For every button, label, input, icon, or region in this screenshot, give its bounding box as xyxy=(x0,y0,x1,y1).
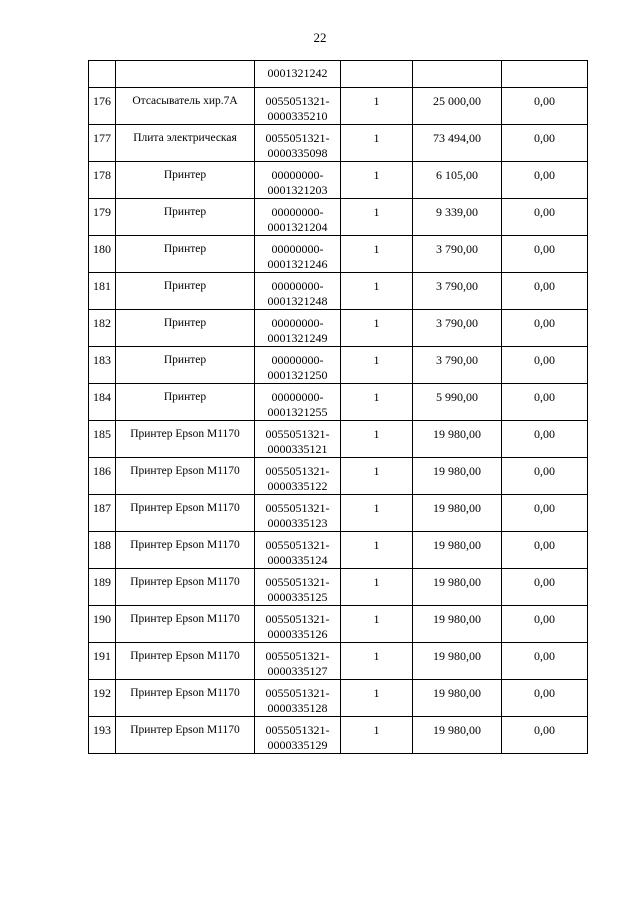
cell-number: 177 xyxy=(89,125,116,162)
table-row xyxy=(89,680,588,717)
cell-quantity xyxy=(341,61,413,88)
cell-residual-value: 0,00 xyxy=(502,347,588,384)
cell-quantity: 1 xyxy=(341,532,413,569)
code-part-suffix: 0000335122 xyxy=(267,479,328,493)
cell-residual-value: 0,00 xyxy=(502,310,588,347)
cell-quantity: 1 xyxy=(341,643,413,680)
cell-name: Принтер Epson M1170 xyxy=(116,532,255,569)
cell-quantity: 1 xyxy=(341,273,413,310)
cell-inventory-code xyxy=(255,310,341,347)
code-part-prefix: 00000000- xyxy=(271,316,324,330)
code-part-prefix: 00000000- xyxy=(271,390,324,404)
code-part-suffix: 0000335125 xyxy=(267,590,328,604)
cell-name: Принтер Epson M1170 xyxy=(116,569,255,606)
cell-residual-value: 0,00 xyxy=(502,717,588,754)
inventory-table xyxy=(88,60,588,754)
cell-quantity: 1 xyxy=(341,569,413,606)
cell-quantity: 1 xyxy=(341,162,413,199)
table-row xyxy=(89,162,588,199)
cell-inventory-code xyxy=(255,384,341,421)
table-row xyxy=(89,236,588,273)
cell-quantity: 1 xyxy=(341,384,413,421)
cell-name: Принтер xyxy=(116,347,255,384)
cell-book-value: 19 980,00 xyxy=(413,606,502,643)
cell-name: Принтер Epson M1170 xyxy=(116,643,255,680)
cell-name: Плита электрическая xyxy=(116,125,255,162)
cell-book-value: 3 790,00 xyxy=(413,236,502,273)
table-row xyxy=(89,643,588,680)
cell-number: 182 xyxy=(89,310,116,347)
cell-number: 187 xyxy=(89,495,116,532)
code-part-suffix: 0000335121 xyxy=(267,442,328,456)
cell-quantity: 1 xyxy=(341,680,413,717)
cell-name xyxy=(116,61,255,88)
code-part-prefix: 0055051321- xyxy=(265,501,330,515)
table-row xyxy=(89,458,588,495)
cell-quantity: 1 xyxy=(341,199,413,236)
cell-name: Принтер xyxy=(116,199,255,236)
cell-residual-value: 0,00 xyxy=(502,643,588,680)
cell-number: 184 xyxy=(89,384,116,421)
cell-number: 179 xyxy=(89,199,116,236)
table-row xyxy=(89,125,588,162)
code-part-prefix: 00000000- xyxy=(271,279,324,293)
code-part-prefix: 00000000- xyxy=(271,242,324,256)
cell-number: 185 xyxy=(89,421,116,458)
table-row xyxy=(89,310,588,347)
cell-inventory-code xyxy=(255,347,341,384)
cell-book-value: 3 790,00 xyxy=(413,273,502,310)
code-part-prefix: 0055051321- xyxy=(265,131,330,145)
code-part-prefix: 0055051321- xyxy=(265,649,330,663)
cell-residual-value: 0,00 xyxy=(502,125,588,162)
code-part-suffix: 0000335123 xyxy=(267,516,328,530)
code-part-prefix: 0055051321- xyxy=(265,612,330,626)
cell-book-value: 19 980,00 xyxy=(413,643,502,680)
cell-number: 183 xyxy=(89,347,116,384)
cell-number: 181 xyxy=(89,273,116,310)
cell-number: 188 xyxy=(89,532,116,569)
cell-book-value: 19 980,00 xyxy=(413,532,502,569)
cell-quantity: 1 xyxy=(341,125,413,162)
cell-residual-value: 0,00 xyxy=(502,88,588,125)
table-row xyxy=(89,199,588,236)
cell-number: 189 xyxy=(89,569,116,606)
table-row xyxy=(89,569,588,606)
cell-inventory-code xyxy=(255,606,341,643)
page-number: 22 xyxy=(313,30,327,45)
cell-name: Принтер xyxy=(116,273,255,310)
cell-name: Принтер Epson M1170 xyxy=(116,680,255,717)
code-part-prefix: 0055051321- xyxy=(265,686,330,700)
inventory-table-body xyxy=(89,61,588,754)
code-part-prefix: 00000000- xyxy=(271,168,324,182)
cell-inventory-code xyxy=(255,569,341,606)
cell-residual-value: 0,00 xyxy=(502,236,588,273)
cell-inventory-code xyxy=(255,199,341,236)
table-row xyxy=(89,88,588,125)
table-row xyxy=(89,532,588,569)
table-row xyxy=(89,495,588,532)
cell-residual-value: 0,00 xyxy=(502,495,588,532)
cell-book-value: 9 339,00 xyxy=(413,199,502,236)
cell-residual-value: 0,00 xyxy=(502,680,588,717)
cell-number: 192 xyxy=(89,680,116,717)
cell-inventory-code xyxy=(255,532,341,569)
table-row xyxy=(89,717,588,754)
code-part-suffix: 0000335124 xyxy=(267,553,328,567)
code-part-suffix: 0001321246 xyxy=(267,257,328,271)
cell-book-value: 19 980,00 xyxy=(413,458,502,495)
cell-residual-value: 0,00 xyxy=(502,421,588,458)
cell-number: 178 xyxy=(89,162,116,199)
table-row-continuation xyxy=(89,61,588,88)
cell-book-value: 19 980,00 xyxy=(413,569,502,606)
code-part-suffix: 0001321203 xyxy=(267,183,328,197)
cell-residual-value xyxy=(502,61,588,88)
cell-number: 180 xyxy=(89,236,116,273)
cell-name: Принтер Epson M1170 xyxy=(116,606,255,643)
code-part-suffix: 0000335128 xyxy=(267,701,328,715)
code-part-suffix: 0001321255 xyxy=(267,405,328,419)
code-part-prefix: 0055051321- xyxy=(265,464,330,478)
code-part-suffix: 0000335127 xyxy=(267,664,328,678)
cell-name: Принтер xyxy=(116,236,255,273)
cell-number: 193 xyxy=(89,717,116,754)
code-part-prefix: 0055051321- xyxy=(265,723,330,737)
cell-residual-value: 0,00 xyxy=(502,199,588,236)
cell-book-value: 19 980,00 xyxy=(413,421,502,458)
cell-name: Отсасыватель хир.7А xyxy=(116,88,255,125)
code-part-prefix: 0055051321- xyxy=(265,538,330,552)
cell-inventory-code xyxy=(255,125,341,162)
cell-quantity: 1 xyxy=(341,421,413,458)
cell-book-value: 19 980,00 xyxy=(413,680,502,717)
code-part-prefix: 00000000- xyxy=(271,353,324,367)
cell-book-value xyxy=(413,61,502,88)
cell-book-value: 25 000,00 xyxy=(413,88,502,125)
cell-book-value: 73 494,00 xyxy=(413,125,502,162)
cell-name: Принтер Epson M1170 xyxy=(116,495,255,532)
code-part-prefix: 0055051321- xyxy=(265,575,330,589)
cell-name: Принтер xyxy=(116,384,255,421)
cell-inventory-code xyxy=(255,458,341,495)
code-part-prefix: 00000000- xyxy=(271,205,324,219)
cell-quantity: 1 xyxy=(341,606,413,643)
cell-inventory-code xyxy=(255,162,341,199)
code-part-suffix: 0001321250 xyxy=(267,368,328,382)
cell-name: Принтер Epson M1170 xyxy=(116,421,255,458)
code-part-suffix: 0000335210 xyxy=(267,109,328,123)
cell-residual-value: 0,00 xyxy=(502,458,588,495)
code-part-suffix: 0001321204 xyxy=(267,220,328,234)
cell-name: Принтер Epson M1170 xyxy=(116,458,255,495)
table-row xyxy=(89,347,588,384)
cell-inventory-code xyxy=(255,421,341,458)
cell-quantity: 1 xyxy=(341,458,413,495)
cell-quantity: 1 xyxy=(341,88,413,125)
cell-name: Принтер xyxy=(116,162,255,199)
cell-residual-value: 0,00 xyxy=(502,273,588,310)
cell-name: Принтер xyxy=(116,310,255,347)
cell-number: 186 xyxy=(89,458,116,495)
cell-book-value: 5 990,00 xyxy=(413,384,502,421)
cell-inventory-code: 0001321242 xyxy=(255,61,341,88)
code-part-suffix: 0001321248 xyxy=(267,294,328,308)
cell-number: 190 xyxy=(89,606,116,643)
table-row xyxy=(89,384,588,421)
cell-inventory-code xyxy=(255,88,341,125)
code-part-suffix: 0000335098 xyxy=(267,146,328,160)
table-row xyxy=(89,273,588,310)
cell-book-value: 3 790,00 xyxy=(413,347,502,384)
cell-quantity: 1 xyxy=(341,717,413,754)
cell-number: 191 xyxy=(89,643,116,680)
code-part-suffix: 0000335129 xyxy=(267,738,328,752)
cell-quantity: 1 xyxy=(341,236,413,273)
cell-residual-value: 0,00 xyxy=(502,532,588,569)
cell-residual-value: 0,00 xyxy=(502,569,588,606)
cell-residual-value: 0,00 xyxy=(502,606,588,643)
code-part-suffix: 0001321249 xyxy=(267,331,328,345)
cell-number xyxy=(89,61,116,88)
cell-inventory-code xyxy=(255,273,341,310)
cell-inventory-code xyxy=(255,717,341,754)
cell-inventory-code xyxy=(255,680,341,717)
code-part-prefix: 0055051321- xyxy=(265,94,330,108)
code-part-prefix: 0055051321- xyxy=(265,427,330,441)
cell-residual-value: 0,00 xyxy=(502,162,588,199)
cell-inventory-code xyxy=(255,236,341,273)
cell-book-value: 19 980,00 xyxy=(413,495,502,532)
cell-inventory-code xyxy=(255,495,341,532)
cell-residual-value: 0,00 xyxy=(502,384,588,421)
cell-quantity: 1 xyxy=(341,495,413,532)
table-row xyxy=(89,606,588,643)
cell-number: 176 xyxy=(89,88,116,125)
cell-book-value: 3 790,00 xyxy=(413,310,502,347)
cell-book-value: 6 105,00 xyxy=(413,162,502,199)
cell-quantity: 1 xyxy=(341,347,413,384)
cell-name: Принтер Epson M1170 xyxy=(116,717,255,754)
cell-book-value: 19 980,00 xyxy=(413,717,502,754)
table-row xyxy=(89,421,588,458)
code-part-suffix: 0000335126 xyxy=(267,627,328,641)
cell-inventory-code xyxy=(255,643,341,680)
cell-quantity: 1 xyxy=(341,310,413,347)
